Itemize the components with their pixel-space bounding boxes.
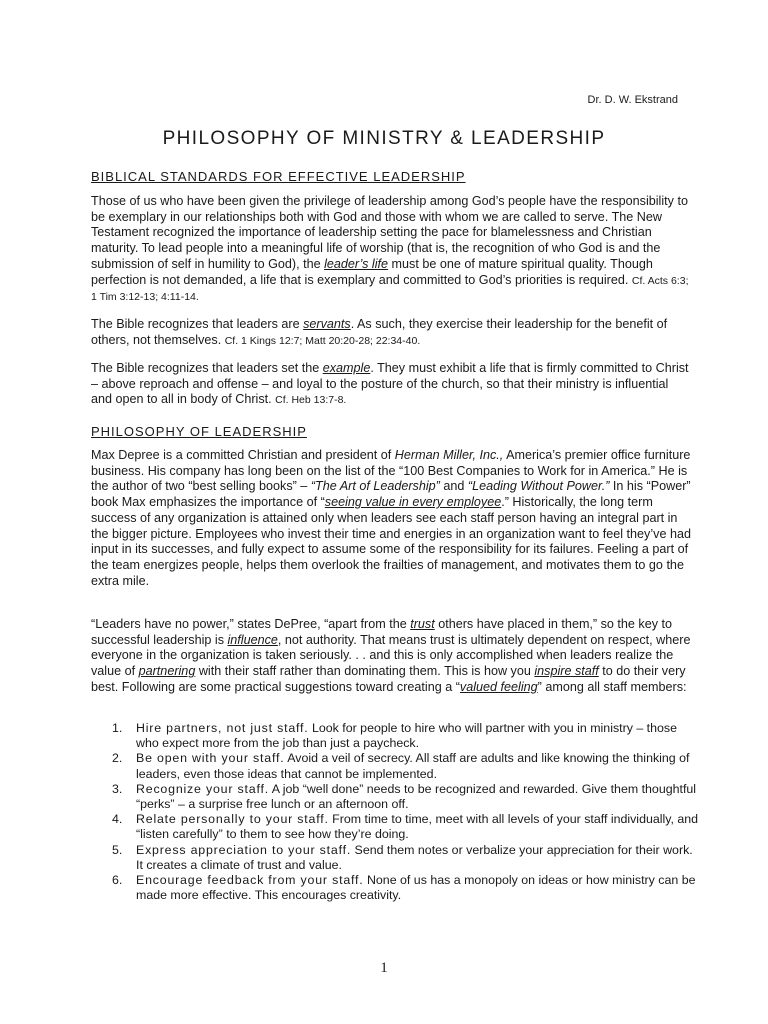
company-name: Herman Miller, Inc.,	[394, 448, 504, 462]
section-heading-biblical-standards: BIBLICAL STANDARDS FOR EFFECTIVE LEADERSHIP	[91, 169, 466, 184]
suggestions-list	[112, 721, 702, 903]
emphasis-partnering: partnering	[138, 664, 196, 679]
list-item-text: None of us has a monopoly on ideas or how ministry can be made more effective. This encourages creativity.	[136, 873, 696, 903]
text-run: The Bible recognizes that leaders are	[91, 317, 304, 331]
list-number: 3.	[112, 781, 123, 796]
list-item	[112, 782, 702, 812]
text-run: must be one of mature spiritual quality. Though perfection is not demanded, a life that is exemplary and committed to God’s priorities is required.	[91, 256, 653, 287]
author-name: Dr. D. W. Ekstrand	[587, 94, 678, 106]
text-run: In his “Power” book Max emphasizes the importance of “	[91, 479, 691, 510]
text-run: Those of us who have been given the privilege of leadership among God’s people have the responsibility to be exemplary in our relationships both with God and those with whom we are called to serve. The New Testament recognized the importance of leadership setting the pace for blamelessness and Christian maturity. To lead people into a meaningful life of worship (that is, the recognition of who God is and the submission of self in humility to God), the	[91, 194, 688, 271]
list-item	[112, 843, 702, 873]
emphasis-valued-feeling: valued feeling	[459, 679, 538, 694]
text-run: ” among all staff members:	[537, 679, 687, 694]
text-run: The Bible recognizes that leaders set the	[91, 361, 323, 375]
list-item-text: A job “well done” needs to be recognized and rewarded. Give them thoughtful “perks” – a surprise free lunch or an afternoon off.	[136, 781, 697, 812]
paragraph-leaders-no-power	[91, 617, 691, 696]
paragraph-leaders-example	[91, 361, 691, 409]
text-run: Max Depree is a committed Christian and president of	[91, 448, 395, 462]
list-item-lead: Express appreciation to your staff.	[136, 842, 352, 857]
text-run: to do their very best. Following are some practical suggestions toward creating a “	[91, 664, 686, 694]
list-number: 1.	[112, 721, 123, 735]
text-run: . They must exhibit a life that is firmly committed to Christ – above reproach and offense – and loyal to the posture of the church, so that their ministry is influential and open to all in body of Christ.	[91, 361, 689, 407]
page-title: PHILOSOPHY OF MINISTRY & LEADERSHIP	[162, 128, 606, 149]
list-item-text: From time to time, meet with all levels of your staff individually, and “listen carefully” to them to see how they’re doing.	[136, 812, 699, 842]
text-run: America’s premier office furniture business. His company has long been on the list of the “100 Best Companies to Work for in America.” He is the author of two “best selling books” –	[91, 448, 691, 494]
list-item-lead: Hire partners, not just staff.	[136, 721, 309, 735]
emphasis-leaders-life: leader’s life	[324, 256, 389, 271]
text-run: .” Historically, the long term success of any organization is attained only when leaders see each staff person having an integral part in the bigger picture. Employees who invest their time and energies in an organization want to feel they’ve had input in its successes, and fully expect to assume some of the responsibility for its failures. Feeling a part of the team energizes people, helps them overlook the frailties of management, and motivates them to go the extra mile.	[91, 495, 691, 588]
text-run: . As such, they exercise their leadership for the benefit of others, not themselves.	[91, 317, 668, 347]
emphasis-inspire-staff: inspire staff	[534, 664, 599, 679]
emphasis-trust: trust	[410, 617, 435, 631]
paragraph-leadership-standards	[91, 194, 691, 306]
page-number: 1	[380, 960, 388, 976]
list-item-lead: Recognize your staff.	[136, 781, 269, 796]
list-number: 4.	[112, 812, 123, 827]
book-title: “The Art of Leadership”	[310, 479, 440, 494]
emphasis-servants: servants	[303, 317, 351, 331]
list-item	[112, 721, 702, 751]
emphasis-influence: influence	[227, 632, 278, 647]
list-item-text: Send them notes or verbalize your appreciation for their work. It creates a climate of trust and value.	[136, 842, 693, 872]
text-run: , not authority. That means trust is ultimately dependent on respect, where everyone in the organization is taken seriously. . . and this is only accomplished when leaders realize the value of	[91, 632, 691, 679]
list-item	[112, 751, 702, 781]
scripture-citation: Cf. Acts 6:3; 1 Tim 3:12-13; 4:11-14.	[91, 274, 689, 304]
text-run: with their staff rather than dominating them. This is how you	[195, 664, 535, 679]
list-item-text: Look for people to hire who will partner with you in ministry – those who expect more from the job than just a paycheck.	[136, 721, 677, 751]
list-item-text: Avoid a veil of secrecy. All staff are adults and like knowing the thinking of leaders, even those ideas that cannot be implemented.	[136, 751, 690, 781]
list-item-lead: Be open with your staff.	[136, 751, 285, 766]
section-heading-philosophy: PHILOSOPHY OF LEADERSHIP	[91, 424, 307, 439]
text-run: “Leaders have no power,” states DePree, “apart from the	[91, 617, 411, 631]
scripture-citation: Cf. Heb 13:7-8.	[275, 394, 347, 407]
paragraph-leaders-servants	[91, 317, 691, 349]
list-number: 6.	[112, 873, 123, 888]
list-number: 5.	[112, 842, 123, 857]
list-number: 2.	[112, 751, 123, 766]
book-title: “Leading Without Power.”	[467, 479, 610, 494]
emphasis-seeing-value: seeing value in every employee	[324, 495, 502, 510]
list-item-lead: Relate personally to your staff.	[136, 812, 329, 827]
scripture-citation: Cf. 1 Kings 12:7; Matt 20:20-28; 22:34-40.	[224, 334, 421, 347]
list-item	[112, 812, 702, 842]
emphasis-example: example	[322, 361, 371, 375]
text-run: others have placed in them,” so the key to successful leadership is	[91, 617, 673, 647]
paragraph-max-depree	[91, 448, 691, 589]
list-item-lead: Encourage feedback from your staff.	[136, 873, 364, 888]
list-item	[112, 873, 702, 903]
text-run: and	[439, 479, 468, 494]
